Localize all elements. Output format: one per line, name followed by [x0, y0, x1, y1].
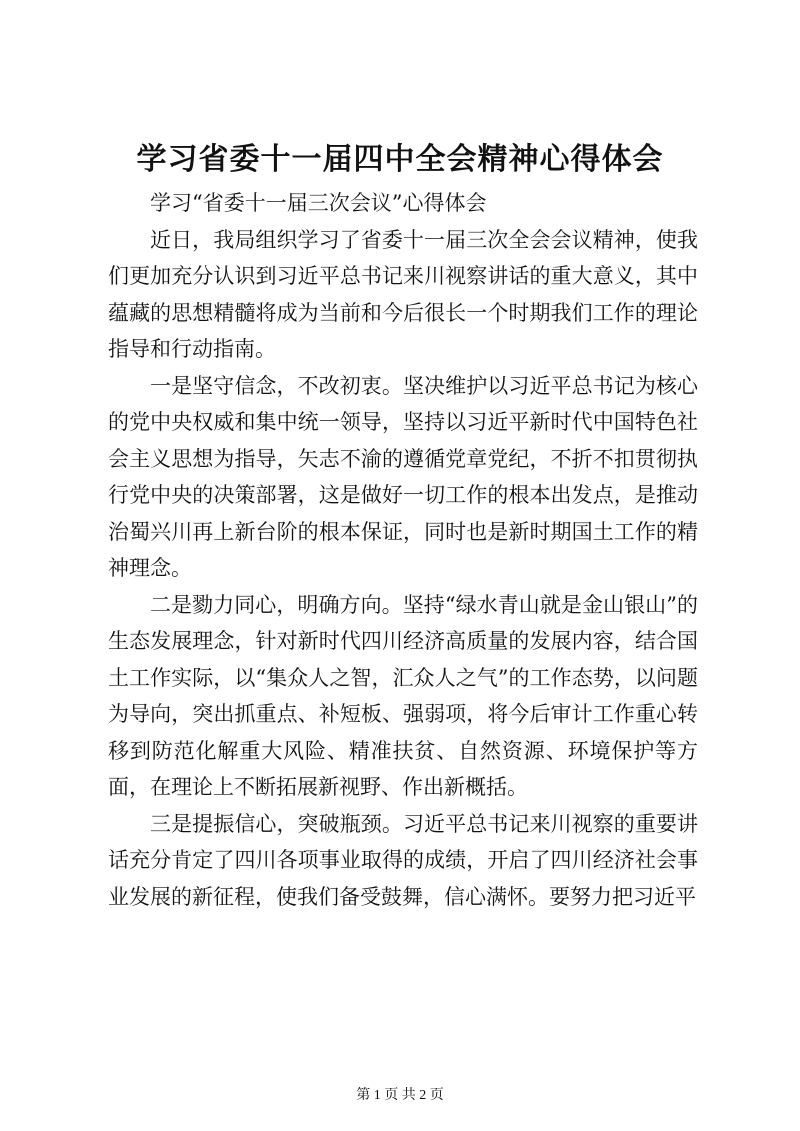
document-title: 学习省委十一届四中全会精神心得体会: [136, 142, 664, 177]
subtitle-paragraph: 学习“省委十一届三次会议”心得体会: [150, 191, 487, 215]
body-paragraph: 二是勠力同心，明确方向。坚持“绿水青山就是金山银山”的生态发展理念，针对新时代四川经济高质量的发展内容，结合国土工作实际，以“集众人之智，汇众人之气”的工作态势，以问题为导向，突出抓重点、补短板、强弱项，将今后审计工作重心转移到防范化解重大风险、精准扶贫、自然资源、环境保护等方面，在理论上不断拓展新视野、作出新概括。: [108, 592, 698, 799]
body-paragraph: 三是提振信心，突破瓶颈。习近平总书记来川视察的重要讲话充分肯定了四川各项事业取得的成绩，开启了四川经济社会事业发展的新征程，使我们备受鼓舞，信心满怀。要努力把习近平: [108, 811, 698, 909]
page-footer: 第 1 页 共 2 页: [356, 1088, 444, 1103]
body-paragraph: 一是坚守信念，不改初衷。坚决维护以习近平总书记为核心的党中央权威和集中统一领导，坚持以习近平新时代中国特色社会主义思想为指导，矢志不渝的遵循党章党纪，不折不扣贯彻执行党中央的决策部署，这是做好一切工作的根本出发点，是推动治蜀兴川再上新台阶的根本保证，同时也是新时期国土工作的精神理念。: [108, 373, 698, 580]
body-paragraph: 近日，我局组织学习了省委十一届三次全会会议精神，使我们更加充分认识到习近平总书记来川视察讲话的重大意义，其中蕴藏的思想精髓将成为当前和今后很长一个时期我们工作的理论指导和行动指南。: [108, 227, 698, 361]
document-body: [108, 185, 698, 915]
